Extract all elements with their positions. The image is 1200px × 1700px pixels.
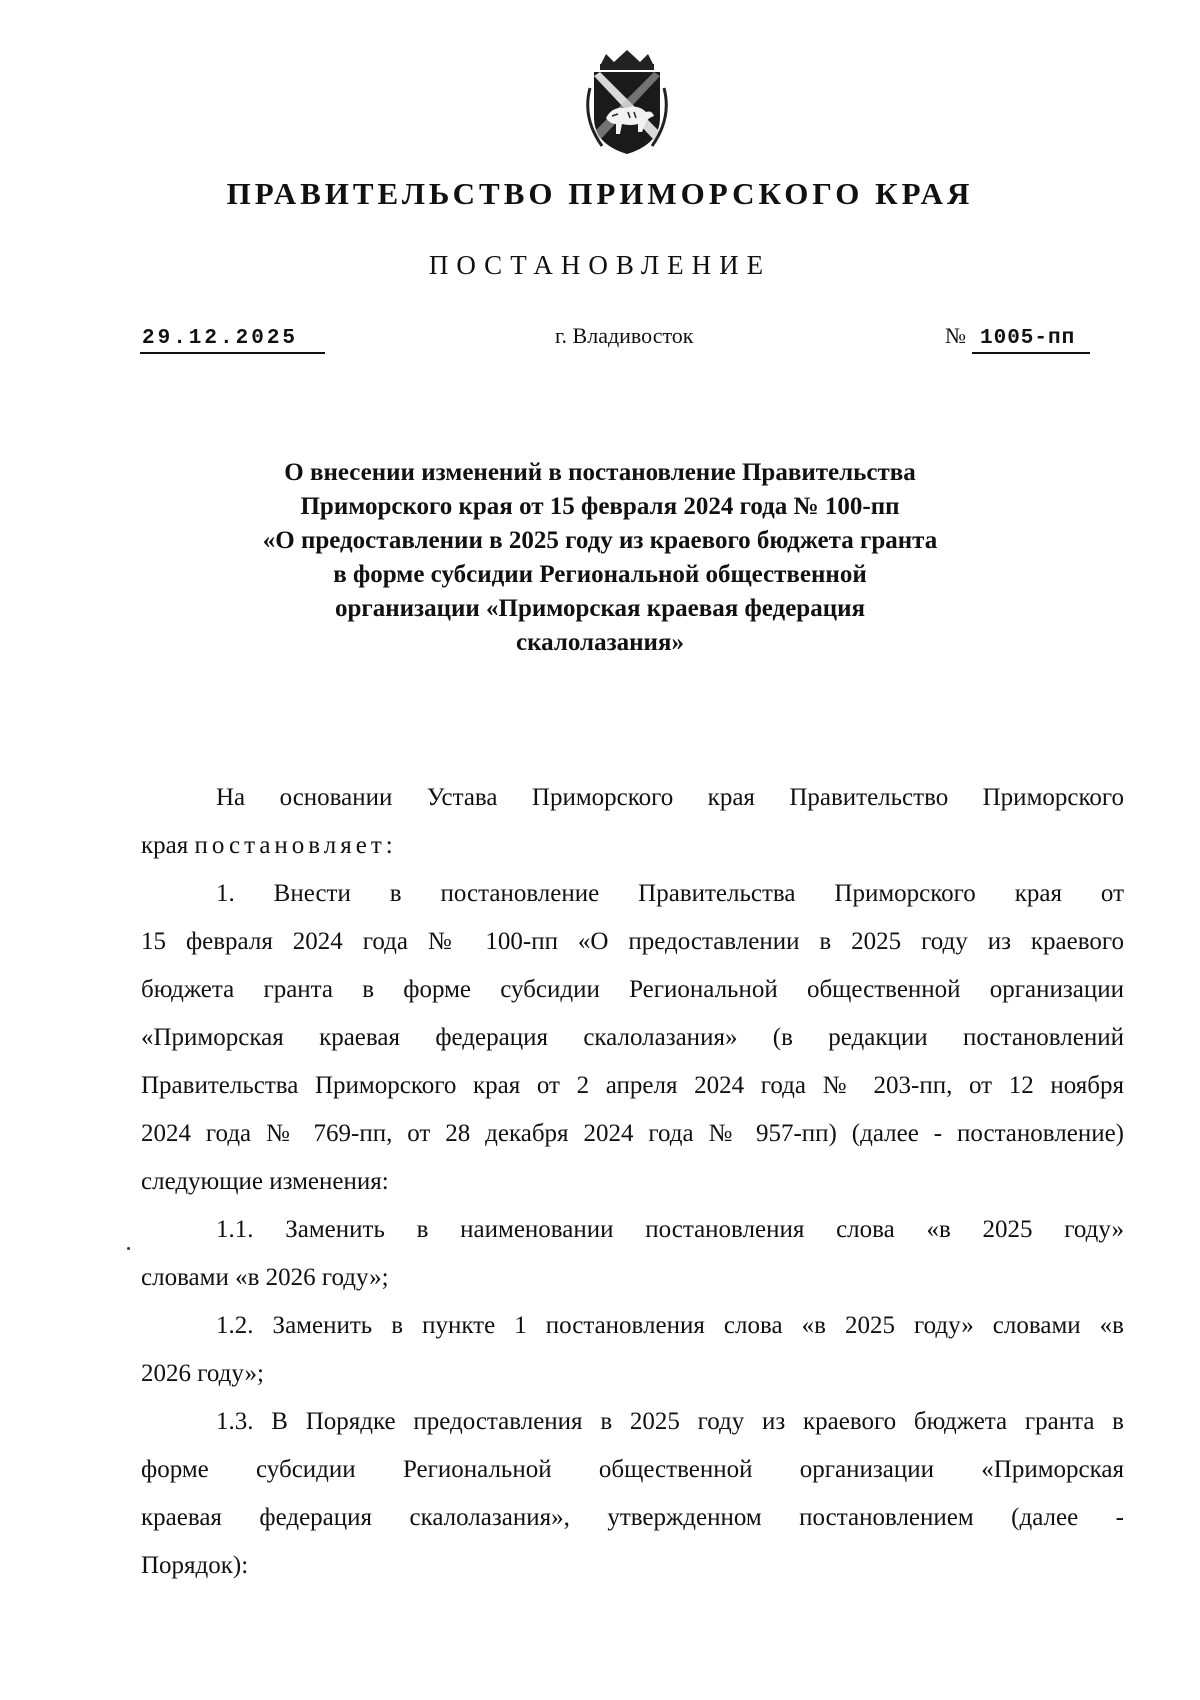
body-line: 1.2. Заменить в пункте 1 постановления слова «в 2025 году» словами «в: [216, 1312, 1124, 1339]
body-line: краевая федерация скалолазания», утвержденном постановлением (далее -: [141, 1504, 1124, 1531]
body-line: На основании Устава Приморского края Правительство Приморского: [216, 784, 1124, 811]
decree-word: постановляет:: [194, 832, 397, 859]
document-city: г. Владивосток: [555, 323, 694, 348]
body-line: 2024 года № 769-пп, от 28 декабря 2024 года № 957-пп) (далее - постановление): [141, 1120, 1124, 1147]
subject-line: «О предоставлении в 2025 году из краевого бюджета гранта: [262, 527, 938, 554]
body-line: словами «в 2026 году»;: [141, 1264, 389, 1291]
document-date: 29.12.2025: [142, 327, 299, 350]
body-line: форме субсидии Региональной общественной организации «Приморская: [141, 1456, 1124, 1483]
document-subject: [180, 456, 1020, 660]
body-line: Правительства Приморского края от 2 апреля 2024 года № 203-пп, от 12 ноября: [141, 1072, 1124, 1099]
scan-speck: [127, 1247, 130, 1250]
body-line: 15 февраля 2024 года № 100-пп «О предоставлении в 2025 году из краевого: [141, 928, 1124, 955]
subject-line: скалолазания»: [516, 629, 684, 656]
document-number-field: [945, 323, 1090, 354]
document-date-field: [140, 323, 325, 354]
body-line: следующие изменения:: [141, 1168, 389, 1195]
document-number: 1005-пп: [972, 327, 1090, 354]
subject-line: Приморского края от 15 февраля 2024 года № 100-пп: [300, 493, 900, 520]
body-line: 2026 году»;: [141, 1360, 264, 1387]
document-body: [141, 774, 1124, 1590]
coat-of-arms-emblem: [572, 48, 682, 158]
body-line-decree: [141, 822, 1124, 870]
organization-title: ПРАВИТЕЛЬСТВО ПРИМОРСКОГО КРАЯ: [226, 176, 974, 211]
document-type: ПОСТАНОВЛЕНИЕ: [428, 250, 772, 280]
body-line: бюджета гранта в форме субсидии Региональной общественной организации: [141, 976, 1124, 1003]
body-line: Порядок):: [141, 1552, 249, 1579]
body-line: 1. Внести в постановление Правительства Приморского края от: [216, 880, 1124, 907]
subject-line: в форме субсидии Региональной общественной: [333, 561, 867, 588]
body-text-fragment: края: [141, 832, 195, 859]
body-line: «Приморская краевая федерация скалолазания» (в редакции постановлений: [141, 1024, 1124, 1051]
subject-line: организации «Приморская краевая федерация: [334, 595, 866, 622]
subject-line: О внесении изменений в постановление Правительства: [284, 459, 916, 486]
number-sign: №: [945, 323, 966, 348]
body-line: 1.3. В Порядке предоставления в 2025 году из краевого бюджета гранта в: [216, 1408, 1124, 1435]
body-line: 1.1. Заменить в наименовании постановления слова «в 2025 году»: [216, 1216, 1124, 1243]
